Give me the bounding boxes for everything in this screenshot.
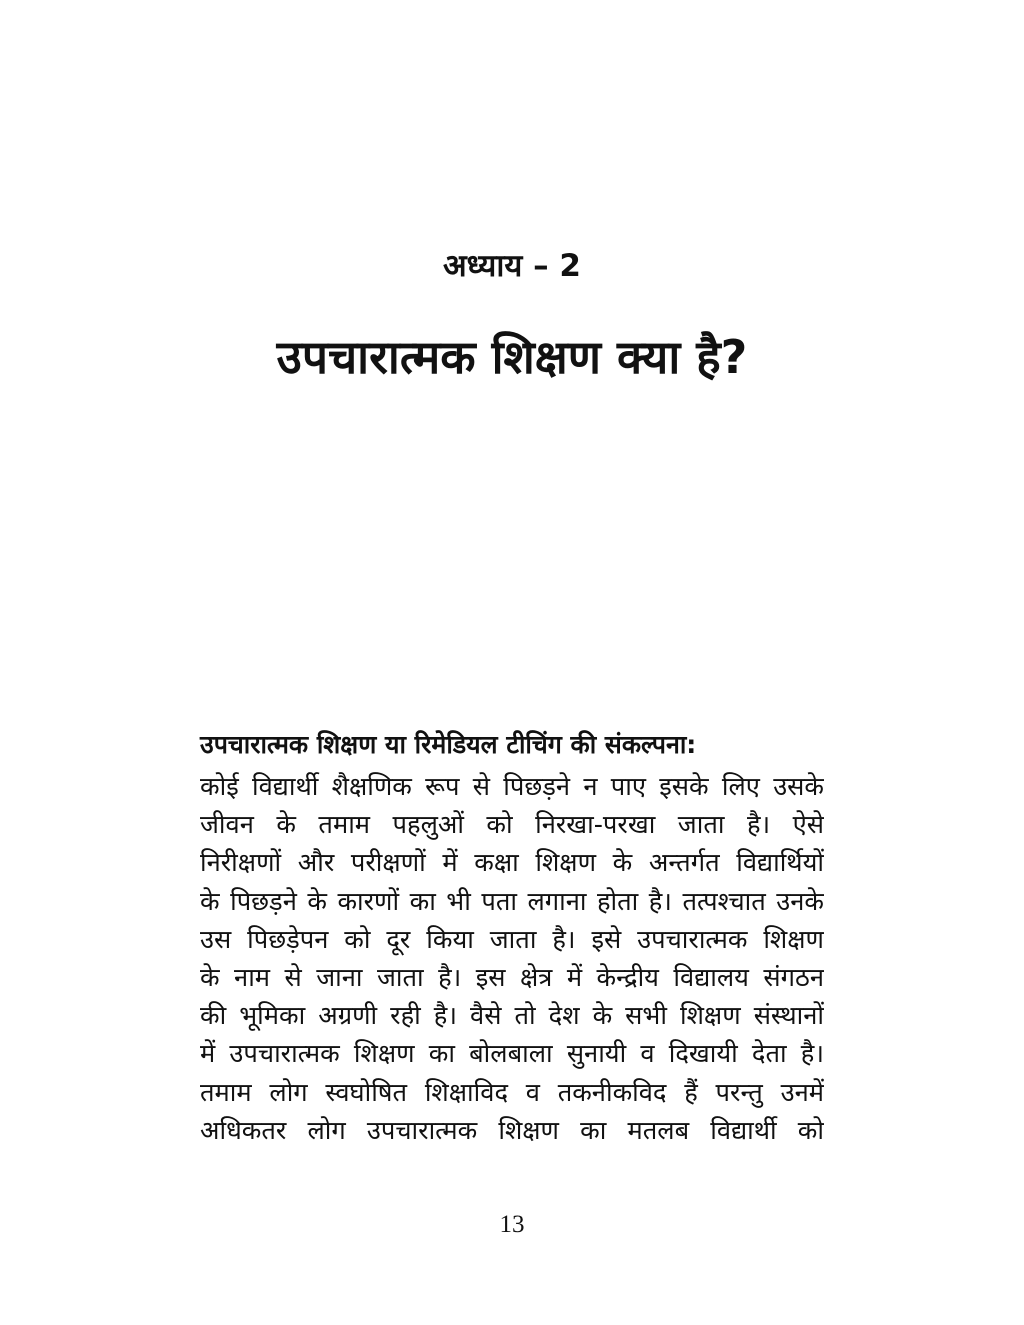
body-line: अधिकतर लोग उपचारात्मक शिक्षण का मतलब विद्यार्थी को: [200, 1115, 824, 1146]
page-number: 13: [499, 1211, 525, 1238]
body-line: कोई विद्यार्थी शैक्षणिक रूप से पिछड़ने न पाए इसके लिए उसके: [200, 772, 824, 802]
body-line: जीवन के तमाम पहलुओं को निरखा-परखा जाता है। ऐसे: [200, 810, 824, 841]
text-block: [200, 725, 824, 1150]
body-line: उस पिछड़ेपन को दूर किया जाता है। इसे उपचारात्मक शिक्षण: [200, 924, 824, 955]
body-line: के पिछड़ने के कारणों का भी पता लगाना होता है। तत्पश्चात उनके: [200, 886, 824, 917]
body-line: निरीक्षणों और परीक्षणों में कक्षा शिक्षण के अन्तर्गत विद्यार्थियों: [200, 848, 824, 879]
body-line: के नाम से जाना जाता है। इस क्षेत्र में केन्द्रीय विद्यालय संगठन: [200, 962, 824, 993]
chapter-label: अध्याय – 2: [443, 248, 581, 284]
chapter-title: उपचारात्मक शिक्षण क्या है?: [276, 330, 748, 384]
body-line: की भूमिका अग्रणी रही है। वैसे तो देश के सभी शिक्षण संस्थानों: [200, 1001, 824, 1032]
section-heading: उपचारात्मक शिक्षण या रिमेडियल टीचिंग की संकल्पना:: [200, 730, 697, 759]
body-line: तमाम लोग स्वघोषित शिक्षाविद व तकनीकविद हैं परन्तु उनमें: [200, 1077, 824, 1108]
body-line: में उपचारात्मक शिक्षण का बोलबाला सुनायी व दिखायी देता है।: [200, 1039, 824, 1070]
body-paragraph: [200, 768, 824, 1150]
